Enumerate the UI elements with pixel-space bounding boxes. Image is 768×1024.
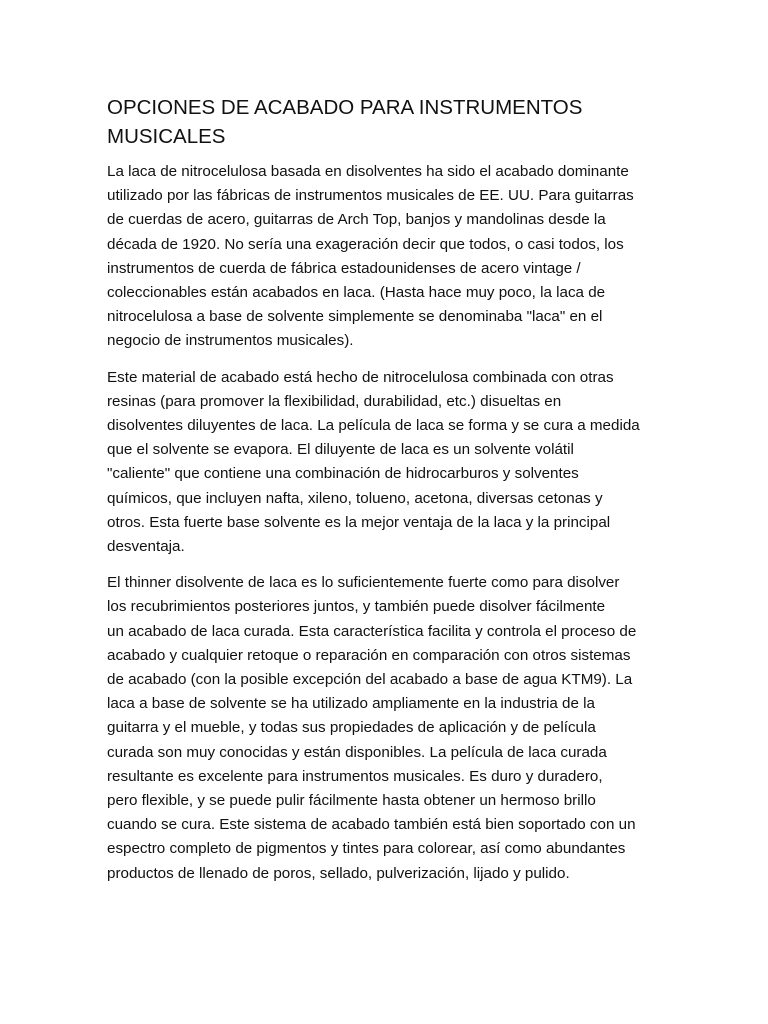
text-line: Este material de acabado está hecho de nitrocelulosa combinada con otras (107, 368, 614, 386)
document-title (107, 93, 677, 151)
text-line: de cuerdas de acero, guitarras de Arch Top, banjos y mandolinas desde la (107, 211, 606, 229)
text-line: coleccionables están acabados en laca. (Hasta hace muy poco, la laca de (107, 284, 606, 302)
text-line: instrumentos de cuerda de fábrica estadounidenses de acero vintage / (107, 259, 581, 277)
text-line: utilizado por las fábricas de instrumentos musicales de EE. UU. Para guitarras (107, 187, 634, 205)
text-line: resultante es excelente para instrumentos musicales. Es duro y duradero, (107, 767, 603, 785)
text-line: El thinner disolvente de laca es lo suficientemente fuerte como para disolver (107, 574, 620, 592)
text-line: negocio de instrumentos musicales). (107, 332, 354, 350)
text-line: guitarra y el mueble, y todas sus propiedades de aplicación y de película (107, 719, 596, 737)
text-line: de acabado (con la posible excepción del acabado a base de agua KTM9). La (107, 671, 633, 689)
paragraph-1 (107, 160, 677, 354)
text-line: los recubrimientos posteriores juntos, y también puede disolver fácilmente (107, 598, 606, 616)
text-line: década de 1920. No sería una exageración decir que todos, o casi todos, los (107, 235, 624, 253)
text-line: desventaja. (107, 538, 185, 556)
text-line: espectro completo de pigmentos y tintes para colorear, así como abundantes (107, 840, 626, 858)
paragraph-3 (107, 571, 677, 886)
text-line: nitrocelulosa a base de solvente simplemente se denominaba "laca" en el (107, 308, 603, 326)
text-line: "caliente" que contiene una combinación de hidrocarburos y solventes (107, 465, 579, 483)
text-line: laca a base de solvente se ha utilizado ampliamente en la industria de la (107, 695, 595, 713)
text-line: La laca de nitrocelulosa basada en disolventes ha sido el acabado dominante (107, 163, 629, 180)
title-line: MUSICALES (107, 125, 226, 148)
text-line: curada son muy conocidas y están disponibles. La película de laca curada (107, 743, 607, 761)
title-line: OPCIONES DE ACABADO PARA INSTRUMENTOS (107, 96, 583, 119)
text-line: resinas (para promover la flexibilidad, durabilidad, etc.) disueltas en (107, 392, 562, 410)
text-line: químicos, que incluyen nafta, xileno, tolueno, acetona, diversas cetonas y (107, 489, 603, 507)
text-line: disolventes diluyentes de laca. La película de laca se forma y se cura a medida (107, 417, 640, 435)
text-line: cuando se cura. Este sistema de acabado también está bien soportado con un (107, 816, 636, 834)
text-line: un acabado de laca curada. Esta característica facilita y controla el proceso de (107, 622, 637, 640)
text-line: productos de llenado de poros, sellado, pulverización, lijado y pulido. (107, 864, 570, 882)
document-body (107, 93, 677, 898)
text-line: pero flexible, y se puede pulir fácilmente hasta obtener un hermoso brillo (107, 792, 596, 810)
text-line: acabado y cualquier retoque o reparación en comparación con otros sistemas (107, 646, 631, 664)
paragraph-2 (107, 366, 677, 560)
text-line: otros. Esta fuerte base solvente es la mejor ventaja de la laca y la principal (107, 513, 611, 531)
text-line: que el solvente se evapora. El diluyente de laca es un solvente volátil (107, 441, 574, 459)
